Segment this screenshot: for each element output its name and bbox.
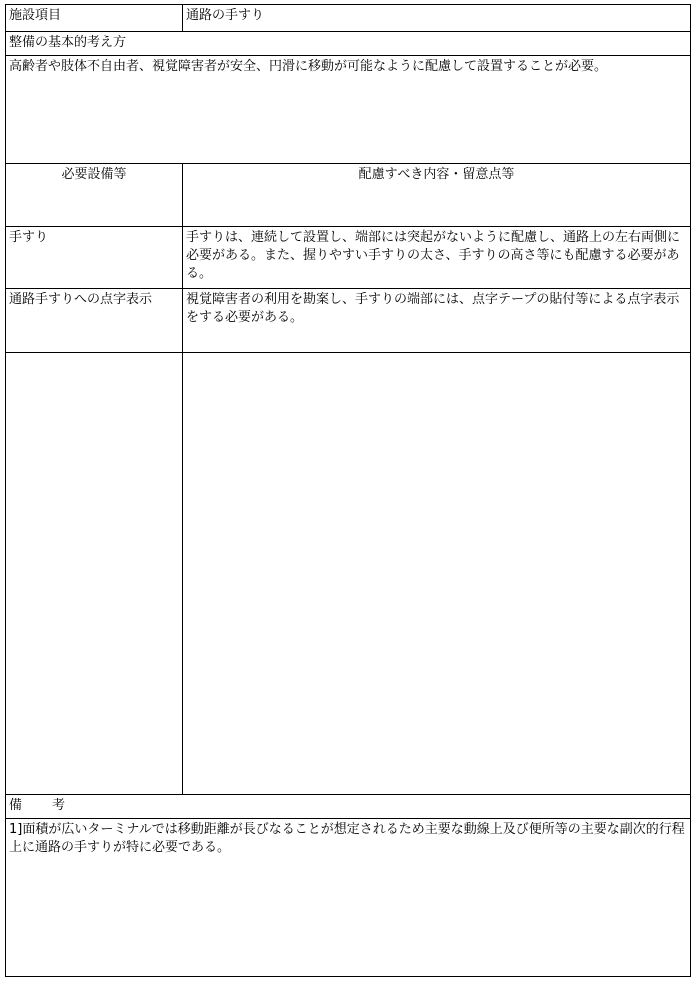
remarks-text-row bbox=[6, 819, 690, 976]
equipment-cell: 通路手すりへの点字表示 bbox=[6, 289, 183, 352]
column-header-notes: 配慮すべき内容・留意点等 bbox=[358, 167, 515, 182]
empty-equipment-cell bbox=[6, 353, 183, 794]
concept-heading-row bbox=[6, 32, 690, 56]
table-row bbox=[6, 227, 690, 289]
remarks-label-part-b: 考 bbox=[52, 798, 66, 813]
concept-heading: 整備の基本的考え方 bbox=[9, 35, 127, 50]
remarks-label-part-a: 備 bbox=[9, 798, 23, 813]
equipment-cell: 手すり bbox=[6, 227, 183, 288]
facility-label: 施設項目 bbox=[6, 5, 183, 31]
concept-text: 高齢者や肢体不自由者、視覚障害者が安全、円滑に移動が可能なように配慮して設置することが必要。 bbox=[9, 59, 608, 74]
column-header-equipment: 必要設備等 bbox=[6, 164, 183, 226]
table-header-row bbox=[6, 164, 690, 227]
notes-cell: 視覚障害者の利用を勘案し、手すりの端部には、点字テープの貼付等による点字表示をする必要がある。 bbox=[186, 292, 680, 325]
notes-cell: 手すりは、連続して設置し、端部には突起がないように配慮し、通路上の左右両側に必要がある。また、握りやすい手すりの太さ、手すりの高さ等にも配慮する必要がある。 bbox=[186, 230, 681, 281]
concept-text-row bbox=[6, 56, 690, 164]
empty-notes-cell bbox=[183, 353, 690, 794]
remarks-text: 1]面積が広いターミナルでは移動距離が長びなることが想定されるため主要な動線上及び便所等の主要な副次的行程上に通路の手すりが特に必要である。 bbox=[9, 822, 685, 855]
table-row bbox=[6, 289, 690, 353]
facility-value: 通路の手すり bbox=[186, 8, 265, 23]
remarks-label bbox=[6, 795, 690, 818]
remarks-label-row bbox=[6, 795, 690, 819]
empty-table-row bbox=[6, 353, 690, 795]
facility-sheet bbox=[5, 4, 691, 977]
facility-row bbox=[6, 5, 690, 32]
